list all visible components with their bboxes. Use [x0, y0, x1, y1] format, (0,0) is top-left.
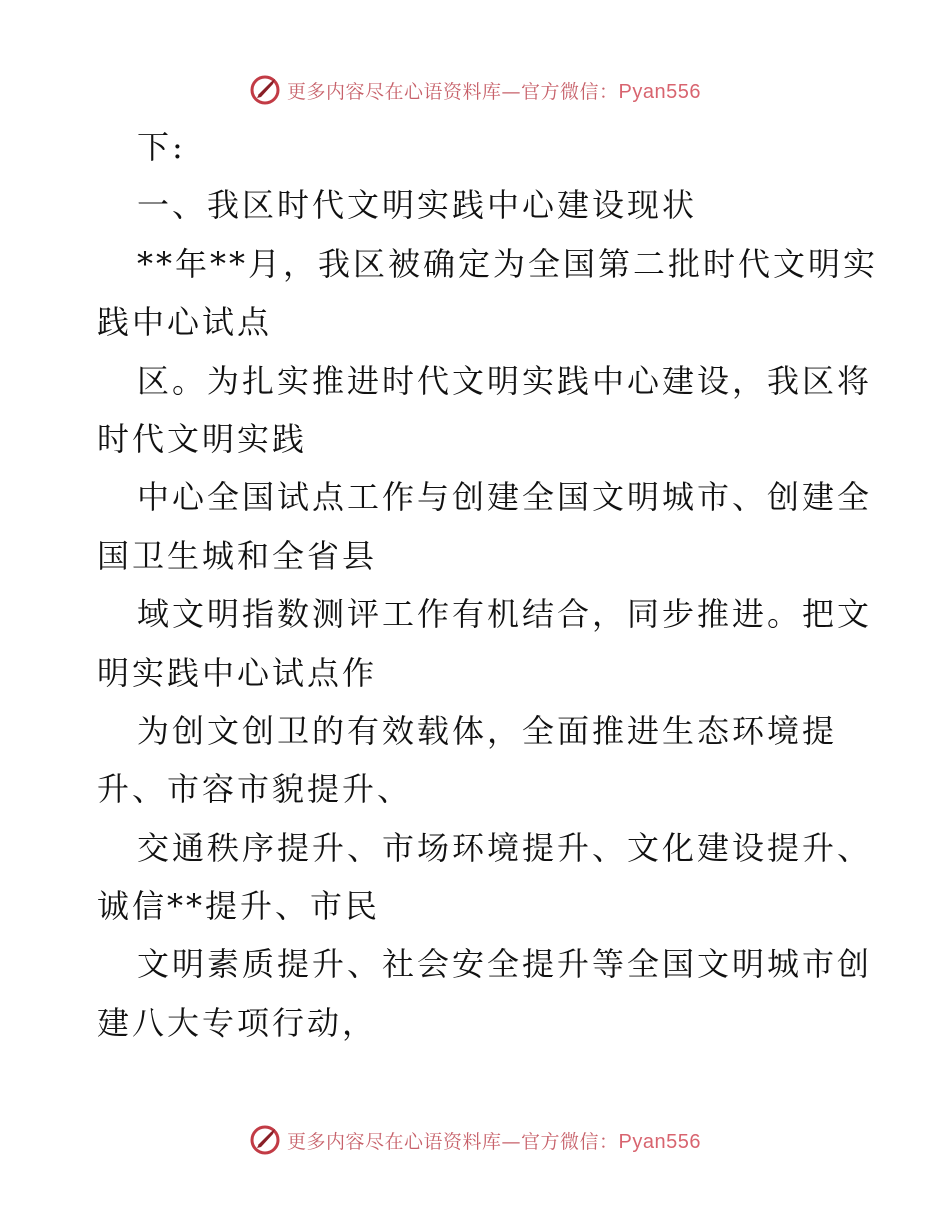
footer-label: 官方微信： — [521, 1130, 619, 1153]
body-line: 时代文明实践 — [97, 419, 308, 458]
body-line: 文明素质提升、社会安全提升等全国文明城市创 — [137, 945, 873, 984]
body-line: 域文明指数测评工作有机结合，同步推进。把文 — [137, 595, 873, 634]
body-line: 建八大专项行动， — [97, 1003, 378, 1042]
footer-wechat-id: Pyan556 — [618, 1130, 701, 1153]
header-separator: — — [501, 80, 522, 103]
header-wechat-id: Pyan556 — [618, 80, 701, 103]
footer-brand-text: 更多内容尽在心语资料库 — [287, 1130, 502, 1153]
header-label: 官方微信： — [521, 80, 619, 103]
footer-separator: — — [501, 1130, 522, 1153]
quill-logo-icon — [249, 73, 283, 107]
header-banner — [0, 70, 950, 110]
header-brand-text: 更多内容尽在心语资料库 — [287, 80, 502, 103]
body-line: 下: — [137, 128, 186, 166]
body-line: 中心全国试点工作与创建全国文明城市、创建全 — [137, 478, 873, 517]
section-heading: 一、我区时代文明实践中心建设现状 — [137, 186, 698, 225]
body-line: **年**月，我区被确定为全国第二批时代文明实 — [137, 244, 879, 283]
body-line: 国卫生城和全省县 — [97, 536, 378, 575]
body-line: 为创文创卫的有效载体，全面推进生态环境提 — [137, 711, 838, 750]
body-line: 升、市容市貌提升、 — [97, 770, 413, 809]
body-line: 交通秩序提升、市场环境提升、文化建设提升、 — [137, 828, 873, 867]
footer-banner — [0, 1120, 950, 1160]
body-line: 践中心试点 — [97, 303, 273, 342]
body-line: 明实践中心试点作 — [97, 653, 378, 692]
document-body — [97, 118, 879, 1052]
body-line: 诚信**提升、市民 — [97, 887, 381, 926]
body-line: 区。为扎实推进时代文明实践中心建设，我区将 — [137, 361, 873, 400]
quill-logo-icon — [249, 1123, 283, 1157]
